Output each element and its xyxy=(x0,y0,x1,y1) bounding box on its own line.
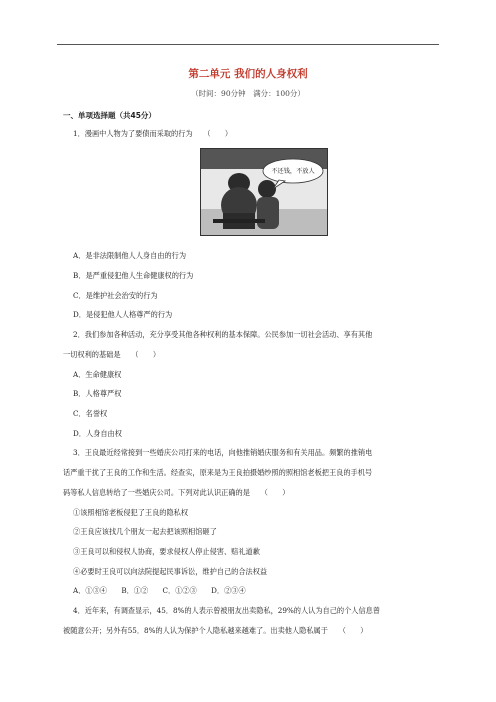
question-2-stem-line1: 2．我们参加各种活动，充分享受其他各种权利的基本保障。公民参加一切社会活动、享有其他 xyxy=(73,330,373,339)
header-rule xyxy=(57,44,439,45)
question-3-stem-line2: 话严重干扰了王良的工作和生活。经查实，原来是为王良拍摄婚纱照的照相馆老板把王良的手机号 xyxy=(63,468,373,477)
question-4-stem-line1: 4．近年来，有调查显示，45．8%的人表示曾被朋友出卖隐私，29%的人认为自己的个人信息曾 xyxy=(73,606,381,615)
q2-option-a: A．生命健康权 xyxy=(73,370,122,379)
page-title: 第二单元 我们的人身权利 xyxy=(188,68,308,80)
q1-option-a: A．是非法限制他人人身自由的行为 xyxy=(73,251,187,260)
q2-option-d: D．人身自由权 xyxy=(73,429,122,438)
q3-statement-2: ②王良应该找几个朋友一起去把该照相馆砸了 xyxy=(73,527,217,536)
q1-option-c: C．是维护社会治安的行为 xyxy=(73,291,158,300)
q1-option-d: D．是侵犯他人人格尊严的行为 xyxy=(73,310,173,319)
q3-statement-4: ④必要时王良可以向法院提起民事诉讼，维护自己的合法权益 xyxy=(73,567,268,576)
question-3-stem-line1: 3．王良最近经常接到一些婚庆公司打来的电话，向他推销婚庆服务和有关用品。频繁的推销电 xyxy=(73,448,373,457)
question-2-stem-line2: 一切权利的基础是 （ ） xyxy=(63,350,161,359)
q1-option-b: B．是严重侵犯他人生命健康权的行为 xyxy=(73,271,194,280)
q3-statement-3: ③王良可以和侵权人协商，要求侵权人停止侵害、赔礼道歉 xyxy=(73,547,260,556)
section-heading: 一、单项选择题（共45分） xyxy=(63,111,156,120)
cartoon-illustration xyxy=(200,148,328,236)
question-4-stem-line2: 被随意公开；另外有55．8%的人认为保护个人隐私越来越难了。出卖他人隐私属于 （ ） xyxy=(63,626,368,635)
question-3-stem-line3: 码等私人信息转给了一些婚庆公司。下列对此认识正确的是 （ ） xyxy=(63,488,290,497)
exam-info: （时间：90分钟 满分：100分） xyxy=(191,89,305,98)
q2-option-c: C．名誉权 xyxy=(73,409,108,418)
q2-option-b: B．人格尊严权 xyxy=(73,389,122,398)
q3-statement-1: ①该照相馆老板侵犯了王良的隐私权 xyxy=(73,508,189,517)
q3-choices: A．①③④ B．①② C．①②③ D．②③④ xyxy=(73,586,246,595)
cartoon-drawing xyxy=(201,149,327,235)
question-1-stem: 1．漫画中人物为了要债而采取的行为 （ ） xyxy=(73,129,233,138)
speech-bubble-text: 不还钱，不放人 xyxy=(271,168,315,175)
